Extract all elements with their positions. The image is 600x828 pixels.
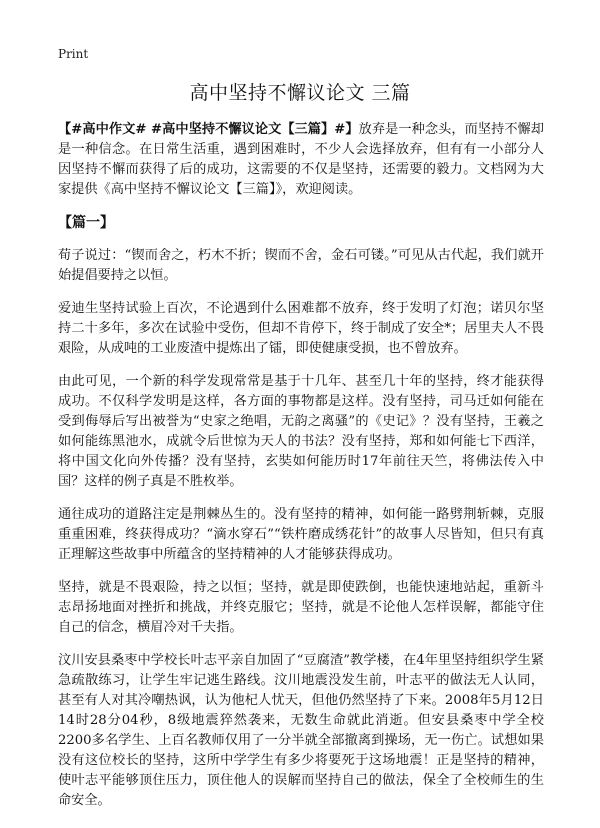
intro-tag: 【#高中作文# #高中坚持不懈议论文【三篇】#】 [58, 122, 359, 137]
intro-text: 放弃是一种念头，而坚持不懈却是一种信念。在日常生活重，遇到困难时，不少人会选择放弃，但有有一小部分人因坚持不懈而获得了后的成功，这需要的不仅是坚持，还需要的毅力。文档网为大家提供《高中坚持不懈议论文【三篇】》，欢迎阅读。 [58, 122, 544, 197]
body-paragraph-6: 汶川安县桑枣中学校长叶志平亲自加固了“豆腐渣”教学楼，在4年里坚持组织学生紧急疏散练习，让学生牢记逃生路线。汶川地震没发生前，叶志平的做法无人认同，甚至有人对其冷嘲热讽，认为他杞人忧天，但他仍然坚持了下来。2008年5月12日14时28分04秒，8级地震猝然袭来，无数生命就此消逝。但安县桑枣中学全校2200多名学生、上百名教师仅用了一分半就全部撤离到操场，无一伤亡。试想如果没有这位校长的坚持，这所中学学生有多少将要死于这场地震！正是坚持的精神，使叶志平能够顶住压力，顶住他人的误解而坚持自己的做法，保全了全校师生的生命安全。 [58, 653, 544, 808]
body-paragraph-1: 荀子说过：“锲而舍之，朽木不折；锲而不舍，金石可镂。”可见从古代起，我们就开始提倡要持之以恒。 [58, 248, 544, 283]
section-heading: 【篇一】 [58, 215, 114, 231]
document-title: 高中坚持不懈议论文 三篇 [189, 82, 411, 104]
body-paragraph-5: 坚持，就是不畏艰险，持之以恒；坚持，就是即使跌倒，也能快速地站起，重新斗志昂扬地面对挫折和挑战，并终克服它；坚持，就是不论他人怎样误解，都能守住自己的信念，横眉冷对千夫指。 [58, 580, 544, 635]
body-paragraph-2: 爱迪生坚持试验上百次，不论遇到什么困难都不放弃，终于发明了灯泡；诺贝尔坚持二十多年，多次在试验中受伤，但却不肯停下，终于制成了安全*；居里夫人不畏艰险，从成吨的工业废渣中提炼出了镭，即使健康受损，也不曾放弃。 [58, 301, 544, 356]
print-link[interactable]: Print [58, 47, 89, 61]
document-content [58, 120, 544, 824]
intro-paragraph [58, 120, 544, 200]
body-paragraph-4: 通往成功的道路注定是荆棘丛生的。没有坚持的精神，如何能一路劈荆斩棘，克服重重困难，终获得成功？“滴水穿石”“铁杵磨成绣花针”的故事人尽皆知，但只有真正理解这些故事中所蕴含的坚持精神的人才能够获得成功。 [58, 507, 544, 562]
body-paragraph-3: 由此可见，一个新的科学发现常常是基于十几年、甚至几十年的坚持，终才能获得成功。不仅科学发明是这样，各方面的事物都是这样。没有坚持，司马迁如何能在受到侮辱后写出被誉为“史家之绝唱，无韵之离骚”的《史记》？没有坚持，王羲之如何能练黑池水，成就令后世惊为天人的书法？没有坚持，郑和如何能七下西洋，将中国文化向外传播？没有坚持，玄奘如何能历时17年前往天竺，将佛法传入中国？这样的例子真是不胜枚举。 [58, 374, 544, 489]
